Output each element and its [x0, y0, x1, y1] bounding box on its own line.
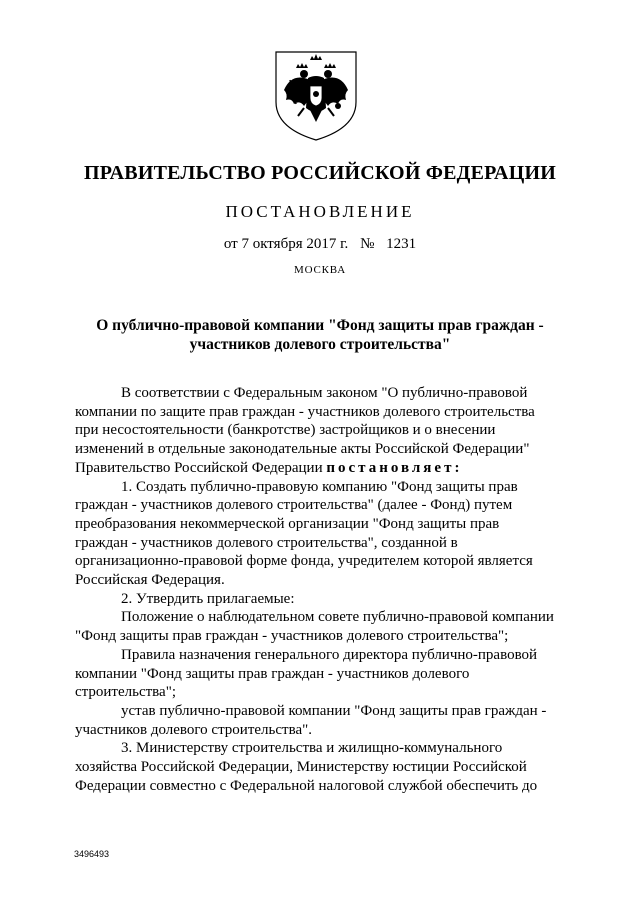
body-line: "Фонд защиты прав граждан - участников долевого строительства"; [75, 628, 509, 645]
body-line: компании по защите прав граждан - участников долевого строительства [75, 403, 535, 420]
body-line: Правила назначения генерального директора публично-правовой [121, 646, 538, 663]
number-sign: № [360, 236, 375, 252]
body-line: организационно-правовой форме фонда, учредителем которой является [75, 553, 533, 570]
body-line: Российская Федерация. [75, 572, 225, 589]
body-line: В соответствии с Федеральным законом "О публично-правовой [121, 385, 528, 401]
body-line: при несостоятельности (банкротстве) застройщиков и о внесении [75, 422, 496, 439]
body-line: компании "Фонд защиты прав граждан - участников долевого [75, 665, 470, 682]
body-text-fragment: Правительство Российской Федерации [75, 459, 323, 476]
body-line: устав публично-правовой компании "Фонд защиты прав граждан - [121, 702, 547, 719]
body-line: граждан - участников долевого строительства" (далее - Фонд) путем [75, 497, 513, 514]
body-line: строительства"; [75, 684, 177, 701]
title-line: участников долевого строительства" [189, 336, 451, 353]
document-type: ПОСТАНОВЛЕНИЕ [225, 202, 415, 221]
title-line: О публично-правовой компании "Фонд защиты прав граждан - [96, 317, 544, 334]
document-body [75, 384, 557, 795]
body-line: Федерации совместно с Федеральной налоговой службой обеспечить до [75, 777, 538, 794]
body-line: граждан - участников долевого строительства", созданной в [75, 534, 458, 551]
city: МОСКВА [294, 264, 346, 276]
body-line: участников долевого строительства". [75, 721, 313, 738]
document-id-footer: 3496493 [74, 849, 110, 859]
body-line: 1. Создать публично-правовую компанию "Фонд защиты прав [121, 478, 518, 495]
body-line: преобразования некоммерческой организации "Фонд защиты прав [75, 515, 500, 532]
document-number: 1231 [386, 236, 417, 252]
issuing-authority: ПРАВИТЕЛЬСТВО РОССИЙСКОЙ ФЕДЕРАЦИИ [84, 162, 556, 184]
body-line: хозяйства Российской Федерации, Министерству юстиции Российской [75, 759, 527, 776]
body-line: Положение о наблюдательном совете публично-правовой компании [121, 609, 554, 626]
document-title [60, 316, 580, 354]
decrees-keyword: постановляет: [326, 459, 463, 476]
body-line [75, 459, 557, 478]
date-and-number [0, 236, 640, 253]
body-line: 3. Министерству строительства и жилищно-коммунального [121, 740, 503, 757]
body-line: изменений в отдельные законодательные акты Российской Федерации" [75, 441, 530, 458]
body-line: 2. Утвердить прилагаемые: [121, 590, 295, 607]
coat-of-arms-emblem [274, 50, 358, 142]
document-date: от 7 октября 2017 г. [223, 236, 349, 252]
